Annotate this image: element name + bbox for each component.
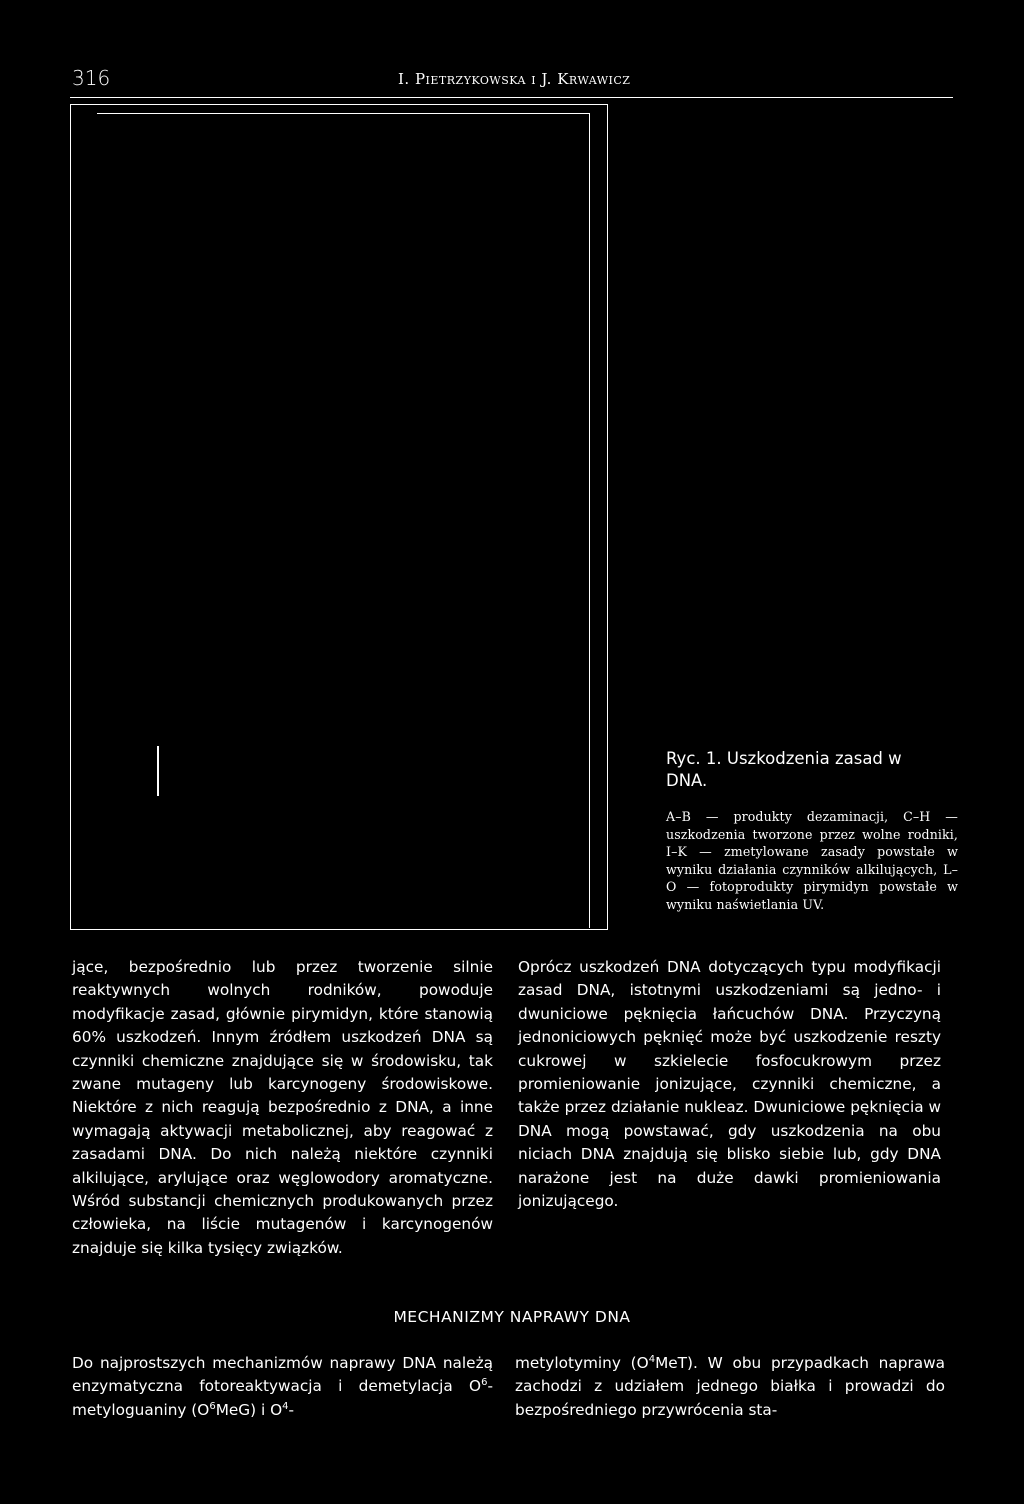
text-run: MeG) i O bbox=[215, 1400, 283, 1419]
section-left-column bbox=[72, 1352, 493, 1422]
page-number: 316 bbox=[72, 66, 111, 90]
text-run: metylotyminy (O bbox=[515, 1354, 649, 1372]
figure-inner-frame bbox=[97, 113, 590, 928]
superscript: 4 bbox=[282, 1400, 289, 1412]
body-right-column bbox=[518, 956, 941, 1213]
text-run: -metyloguaniny (O bbox=[72, 1377, 493, 1419]
text-run: Do najprostszych mechanizmów naprawy DNA należą enzymatyczna fotoreaktywacja i demetylacja O bbox=[72, 1354, 493, 1396]
superscript: 6 bbox=[209, 1400, 216, 1412]
superscript: 6 bbox=[481, 1377, 488, 1389]
section-right-column bbox=[515, 1352, 945, 1422]
paragraph: Oprócz uszkodzeń DNA dotyczących typu modyfikacji zasad DNA, istotnymi uszkodzeniami są jedno- i dwuniciowe pęknięcia łańcuchów DNA. Przyczyną jednoniciowych pęknięć może być uszkodzenie reszty cukrowej w szkielecie fosfocukrowym przez promieniowanie jonizujące, czynniki chemiczne, a także przez działanie nukleaz. Dwuniciowe pęknięcia w DNA mogą powstawać, gdy uszkodzenia na obu niciach DNA znajdują się blisko siebie lub, gdy DNA narażone jest na duże dawki promieniowania jonizującego. bbox=[518, 958, 941, 1211]
figure-caption: A–B — produkty dezaminacji, C–H — uszkodzenia tworzone przez wolne rodniki, I–K — zmetylowane zasady powstałe w wyniku działania czynników alkilujących, L–O — fotoprodukty pirymidyn powstałe w wyniku naświetlania UV. bbox=[666, 809, 958, 912]
paragraph: jące, bezpośrednio lub przez tworzenie silnie reaktywnych wolnych rodników, powoduje modyfikacje zasad, głównie pirymidyn, które stanowią 60% uszkodzeń. Innym źródłem uszkodzeń DNA są czynniki chemiczne znajdujące się w środowisku, tak zwane mutageny lub karcynogeny środowiskowe. Niektóre z nich reagują bezpośrednio z DNA, a inne wymagają aktywacji metabolicznej, aby reagować z zasadami DNA. Do nich należą niektóre czynniki alkilujące, arylujące oraz węglowodory aromatyczne. Wśród substancji chemicznych produkowanych przez człowieka, na liście mutagenów i karcynogenów znajduje się kilka tysięcy związków. bbox=[72, 958, 493, 1257]
section-heading: MECHANIZMY NAPRAWY DNA bbox=[393, 1308, 631, 1326]
paragraph bbox=[72, 1352, 493, 1422]
running-head: I. Pietrzykowska i J. Krwawicz bbox=[398, 70, 631, 88]
text-run: MeT). W obu przypadkach naprawa zachodzi z udziałem jednego białka i prowadzi do bezpośredniego przywrócenia sta- bbox=[515, 1354, 945, 1419]
text-run: - bbox=[288, 1400, 295, 1419]
figure-mark bbox=[157, 746, 159, 796]
body-left-column bbox=[72, 956, 493, 1260]
header-rule bbox=[70, 97, 953, 98]
paragraph bbox=[515, 1352, 945, 1422]
figure-title: Ryc. 1. Uszkodzenia zasad w DNA. bbox=[666, 749, 902, 790]
superscript: 4 bbox=[648, 1354, 656, 1365]
